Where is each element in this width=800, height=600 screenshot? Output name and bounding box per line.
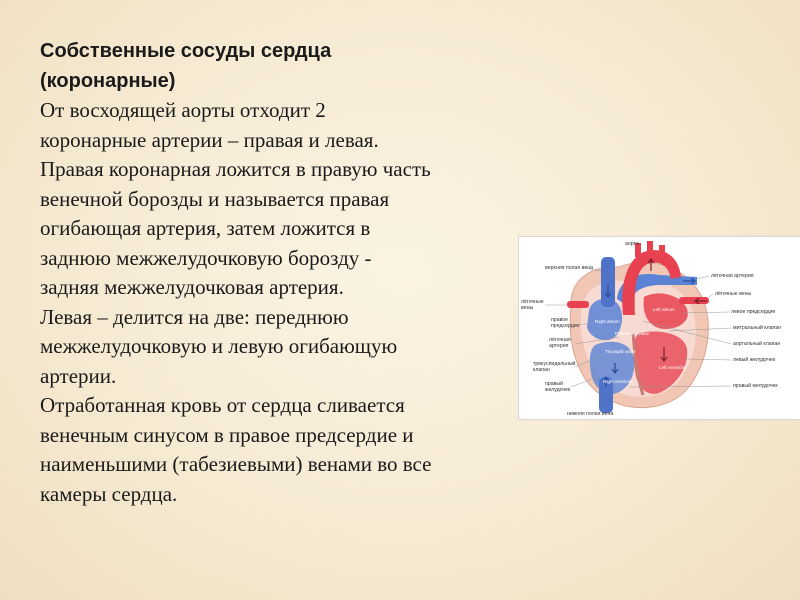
inner-label: Left ventricle	[659, 365, 686, 370]
aorta-branch-3	[659, 245, 665, 259]
label-aorta: аорта	[625, 241, 639, 247]
label-pulmonary-artery-2: артерия	[549, 343, 569, 349]
inner-label: Right atrium	[595, 319, 620, 324]
body-line: заднюю межжелудочковую борозду -	[40, 245, 372, 270]
label-tricuspid-valve-1: трикуспидальный	[533, 361, 576, 367]
label-right-atrium-2: предсердие	[551, 323, 580, 329]
body-line: артерии.	[40, 363, 117, 388]
leader-line	[709, 294, 713, 297]
label-tricuspid-valve-2: клапан	[533, 367, 550, 373]
label-right-ventricle-1: правый	[545, 381, 563, 387]
superior-vena-cava	[601, 257, 615, 307]
body-line: огибающая артерия, затем ложится в	[40, 216, 371, 240]
label-pulmonary-veins-right: лёгочные вены	[715, 291, 752, 297]
pulmonary-vein-left	[567, 301, 589, 308]
label-pulmonary-veins-2: вены	[521, 305, 534, 311]
body-line: Левая – делится на две: переднюю	[40, 304, 349, 329]
leader-line	[697, 276, 709, 279]
inner-label: Left atrium	[653, 307, 675, 312]
body-line: венечным синусом в правое предсердие и	[40, 422, 414, 447]
label-pulmonary-veins-1: лёгочные	[521, 299, 544, 305]
body-line: камеры сердца.	[40, 481, 178, 506]
body-line: задняя межжелудочковая артерия.	[40, 275, 344, 299]
body-line: Правая коронарная ложится в правую часть	[40, 157, 431, 181]
body-line: От восходящей аорты отходит 2	[40, 98, 326, 122]
label-superior-vena-cava: верхняя полая вена	[545, 265, 594, 271]
inner-label: Pulmonary valve	[615, 331, 649, 336]
inner-label: Tricuspid valve	[605, 349, 636, 354]
body-line: межжелудочковую и левую огибающую	[40, 334, 398, 358]
label-inferior-vena-cava: нижняя полая вена	[567, 411, 614, 417]
body-line: наименьшими (табезиевыми) венами во все	[40, 452, 432, 476]
heart-diagram	[518, 236, 800, 420]
slide-title-line-2: (коронарные)	[40, 70, 176, 92]
body-line: коронарные артерии – правая и левая.	[40, 127, 379, 152]
label-left-atrium: левое предсердие	[731, 309, 776, 315]
body-line: Отработанная кровь от сердца сливается	[40, 393, 405, 417]
heart-diagram-svg	[519, 237, 800, 419]
aorta-branch-2	[647, 241, 653, 255]
label-right-ventricle-right: правый желудочек	[733, 383, 778, 389]
label-right-ventricle-2: желудочек	[545, 387, 571, 393]
label-aortic-valve: аортальный клапан	[733, 341, 781, 347]
label-pulmonary-artery-right: лёгочная артерия	[711, 273, 754, 279]
slide-title-line-1: Собственные сосуды сердца	[40, 40, 332, 62]
label-mitral-valve: митральный клапан	[733, 325, 782, 331]
body-line: венечной борозды и называется правая	[40, 186, 390, 211]
label-pulmonary-artery-1: лёгочная	[549, 337, 571, 343]
inner-label: Right ventricle	[603, 379, 633, 384]
label-left-ventricle: левый желудочек	[733, 357, 776, 363]
slide-text	[40, 36, 560, 509]
label-right-atrium-1: правое	[551, 317, 569, 323]
